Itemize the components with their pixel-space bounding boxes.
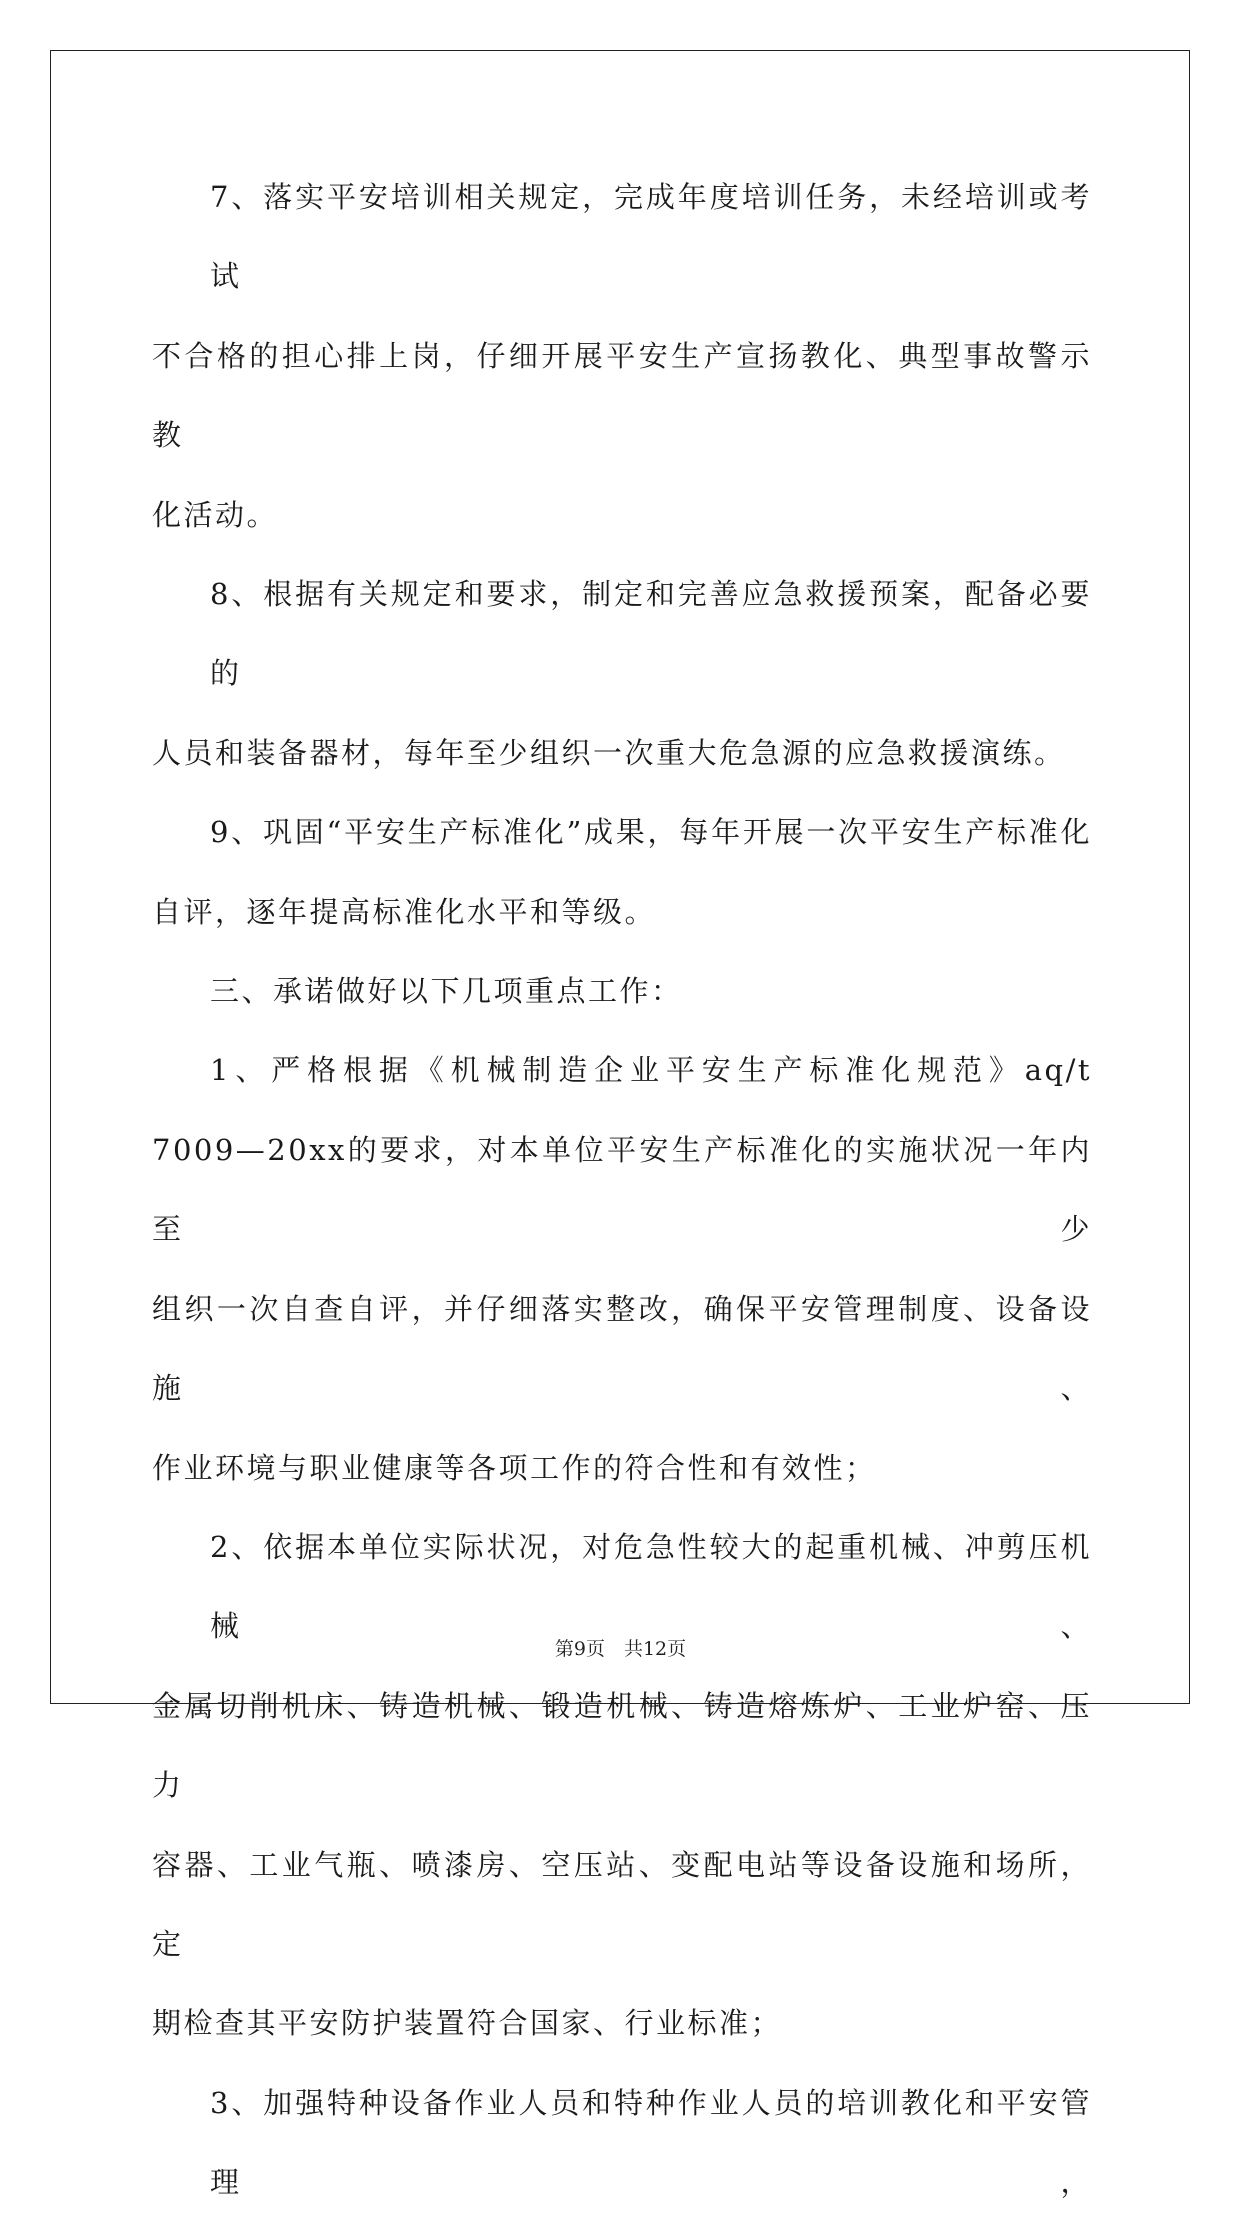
page-number-footer: 第9页 共12页 bbox=[554, 1638, 687, 1660]
text-line: 2、依据本单位实际状况，对危急性较大的起重机械、冲剪压机械、 bbox=[210, 1529, 1092, 1644]
text-line: 1、严格根据《机械制造企业平安生产标准化规范》aq/t bbox=[210, 1053, 1092, 1088]
section-heading-3 bbox=[152, 952, 1092, 1031]
text-line: 3、加强特种设备作业人员和特种作业人员的培训教化和平安管理， bbox=[210, 2085, 1092, 2200]
text-line: 期检查其平安防护装置符合国家、行业标准； bbox=[152, 2006, 783, 2041]
paragraph-commitment-1 bbox=[152, 1031, 1092, 1507]
text-line: 作业环境与职业健康等各项工作的符合性和有效性； bbox=[152, 1450, 877, 1485]
text-line: 不合格的担心排上岗，仔细开展平安生产宣扬教化、典型事故警示教 bbox=[152, 338, 1092, 453]
paragraph-item-7 bbox=[152, 158, 1092, 555]
paragraph-commitment-2 bbox=[152, 1508, 1092, 2064]
document-body bbox=[152, 158, 1092, 2223]
paragraph-item-9 bbox=[152, 793, 1092, 952]
text-line: 人员和装备器材，每年至少组织一次重大危急源的应急救援演练。 bbox=[152, 735, 1066, 770]
paragraph-commitment-3 bbox=[152, 2064, 1092, 2223]
text-line: 组织一次自查自评，并仔细落实整改，确保平安管理制度、设备设施、 bbox=[152, 1291, 1092, 1406]
paragraph-item-8 bbox=[152, 555, 1092, 793]
text-line: 7009—20xx的要求，对本单位平安生产标准化的实施状况一年内至少 bbox=[152, 1132, 1092, 1247]
text-line: 三、承诺做好以下几项重点工作： bbox=[210, 974, 683, 1009]
text-line: 9、巩固“平安生产标准化”成果，每年开展一次平安生产标准化 bbox=[210, 815, 1092, 850]
text-line: 自评，逐年提高标准化水平和等级。 bbox=[152, 894, 657, 929]
text-line: 容器、工业气瓶、喷漆房、空压站、变配电站等设备设施和场所，定 bbox=[152, 1847, 1092, 1961]
text-line: 金属切削机床、铸造机械、锻造机械、铸造熔炼炉、工业炉窑、压力 bbox=[152, 1688, 1092, 1803]
text-line: 化活动。 bbox=[152, 497, 279, 532]
text-line: 8、根据有关规定和要求，制定和完善应急救援预案，配备必要的 bbox=[210, 577, 1092, 691]
text-line: 7、落实平安培训相关规定，完成年度培训任务，未经培训或考试 bbox=[210, 180, 1092, 294]
